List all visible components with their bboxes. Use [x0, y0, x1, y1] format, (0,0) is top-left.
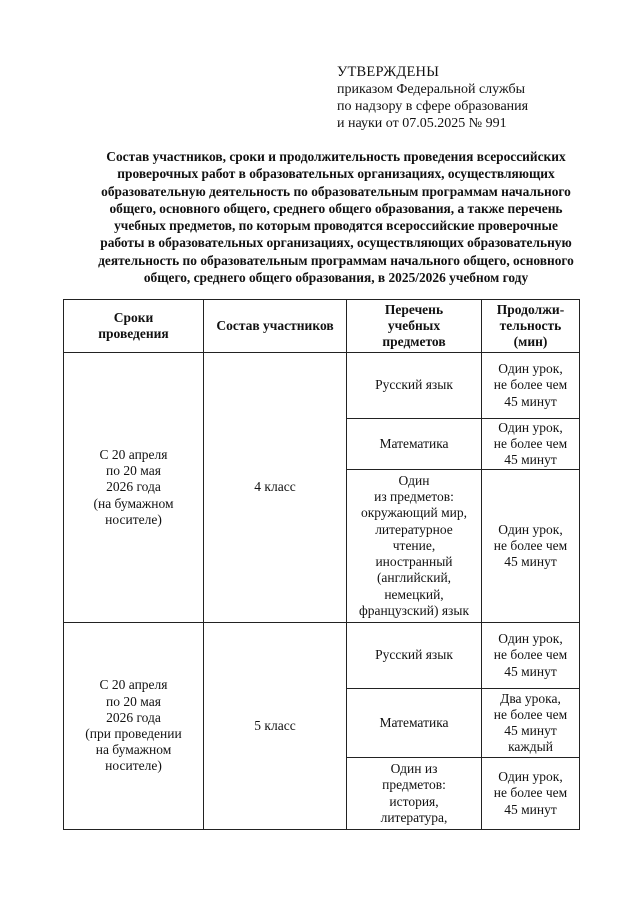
dates-line: (на бумажном [93, 495, 174, 511]
subject-line: из предметов: [374, 489, 454, 505]
header-line: Продолжи- [496, 301, 565, 317]
dates-line: С 20 апреля [99, 446, 168, 462]
dates-line: 2026 года [106, 479, 161, 495]
duration-line: 45 минут [504, 801, 557, 817]
header-line: тельность [499, 317, 562, 333]
subject-line: немецкий, [384, 586, 444, 602]
subject-line: Математика [379, 714, 449, 730]
header-line: Перечень [384, 301, 444, 317]
header-participants [204, 300, 347, 353]
header-line: Состав участников [216, 317, 334, 333]
title-line: образовательную деятельность по образовательным программам начального [101, 183, 571, 199]
duration-cell [482, 353, 580, 419]
header-line: проведения [98, 326, 169, 341]
subject-line: иностранный [375, 554, 453, 570]
title-line: Состав участников, сроки и продолжительность проведения всероссийских [106, 149, 566, 164]
subject-line: предметов: [382, 777, 446, 793]
table-header-row [64, 300, 580, 353]
approval-heading: УТВЕРЖДЕНЫ [337, 64, 440, 80]
approval-line: приказом Федеральной службы [337, 82, 525, 97]
subject-cell [347, 623, 482, 689]
subject-cell [347, 353, 482, 419]
subject-cell [347, 419, 482, 470]
duration-line: не более чем [493, 647, 568, 663]
subject-line: чтение, [392, 537, 436, 553]
duration-line: Один урок, [498, 631, 563, 647]
title-line: деятельность по образовательным программам начального общего, основного [98, 252, 574, 268]
duration-line: 45 минут [504, 723, 557, 738]
subject-line: Один [398, 473, 430, 489]
subject-cell [347, 689, 482, 758]
duration-line: 45 минут [504, 393, 557, 409]
dates-line: носителе) [105, 758, 162, 774]
approval-line: и науки от 07.05.2025 № 991 [337, 116, 507, 131]
duration-line: 45 минут [504, 663, 557, 679]
duration-cell [482, 470, 580, 623]
duration-line: не более чем [493, 435, 568, 451]
duration-line: Один урок, [498, 769, 563, 785]
dates-line: (при проведении [85, 726, 182, 741]
subject-line: Русский язык [375, 377, 453, 393]
subject-line: история, [389, 793, 439, 809]
approval-stamp [337, 64, 627, 132]
dates-line: С 20 апреля [99, 677, 168, 693]
duration-line: не более чем [493, 706, 568, 722]
subject-cell [347, 758, 482, 830]
title-line: работы в образовательных организациях, осуществляющих образовательную [100, 235, 572, 251]
schedule-table [63, 299, 580, 830]
subject-line: французский) язык [358, 602, 470, 618]
subject-line: литературное [375, 521, 453, 537]
participants-cell: 4 класс [204, 353, 347, 623]
duration-line: не более чем [493, 785, 568, 801]
dates-line: по 20 мая [106, 463, 161, 479]
duration-line: Два урока, [500, 690, 561, 706]
duration-line: 45 минут [504, 554, 557, 570]
header-duration [482, 300, 580, 353]
duration-line: 45 минут [504, 452, 557, 468]
dates-line: носителе) [105, 511, 162, 527]
duration-cell [482, 689, 580, 758]
duration-line: не более чем [493, 377, 568, 393]
duration-line: каждый [508, 739, 553, 755]
subject-line: окружающий мир, [361, 505, 467, 521]
header-line: Сроки [113, 309, 154, 325]
title-line: учебных предметов, по которым проводятся всероссийские проверочные [114, 218, 558, 234]
subject-line: (английский, [376, 570, 452, 586]
header-line: (мин) [513, 334, 548, 350]
header-subjects [347, 300, 482, 353]
table-row [64, 353, 580, 419]
subject-line: Один из [390, 761, 438, 777]
subject-line: Математика [379, 435, 449, 451]
title-line: общего, среднего общего образования, в 2025/2026 учебном году [143, 270, 529, 286]
dates-cell [64, 353, 204, 623]
subject-line: литература, [380, 809, 448, 825]
subject-cell [347, 470, 482, 623]
subject-line: Русский язык [375, 647, 453, 663]
document-title [66, 148, 606, 286]
header-line: учебных [387, 317, 441, 333]
dates-cell [64, 623, 204, 830]
duration-cell [482, 623, 580, 689]
duration-line: Один урок, [498, 521, 563, 537]
title-line: общего, основного общего, среднего общего образования, а также перечень [109, 200, 563, 216]
header-dates [64, 300, 204, 353]
title-line: проверочных работ в образовательных организациях, осуществляющих [117, 166, 555, 182]
dates-line: по 20 мая [106, 693, 161, 709]
duration-line: не более чем [493, 537, 568, 553]
approval-line: по надзору в сфере образования [337, 99, 529, 114]
duration-cell [482, 758, 580, 830]
participants-cell: 5 класс [204, 623, 347, 830]
header-line: предметов [382, 334, 446, 350]
dates-line: на бумажном [95, 742, 172, 758]
table-row [64, 623, 580, 689]
duration-line: Один урок, [498, 419, 563, 435]
duration-cell [482, 419, 580, 470]
dates-line: 2026 года [106, 709, 161, 725]
duration-line: Один урок, [498, 361, 563, 377]
